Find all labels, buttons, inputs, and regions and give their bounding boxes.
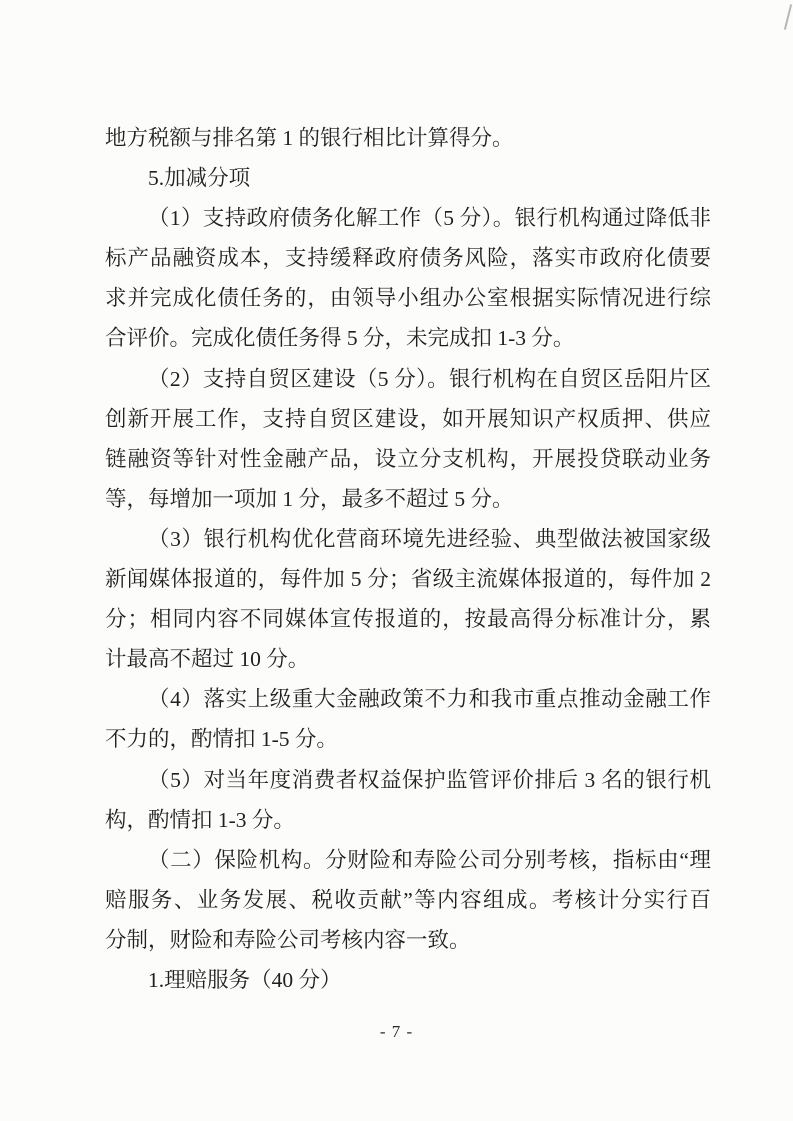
text-line: 计最高不超过 10 分。 — [105, 647, 310, 672]
text-line: 分制，财险和寿险公司考核内容一致。 — [105, 927, 471, 952]
text-line: （4）落实上级重大金融政策不力和我市重点推动金融工作 — [148, 687, 711, 712]
text-line: （3）银行机构优化营商环境先进经验、典型做法被国家级 — [148, 526, 711, 551]
text-line: 地方税额与排名第 1 的银行相比计算得分。 — [105, 126, 514, 150]
text-line: 分；相同内容不同媒体宣传报道的，按最高得分标准计分，累 — [105, 607, 711, 632]
text-line: 等，每增加一项加 1 分，最多不超过 5 分。 — [105, 486, 514, 511]
text-line: （1）支持政府债务化解工作（5 分）。银行机构通过降低非 — [148, 206, 711, 231]
text-line: 赔服务、业务发展、税收贡献”等内容组成。考核计分实行百 — [105, 887, 711, 912]
text-line: 5.加减分项 — [148, 166, 251, 191]
document-body — [105, 118, 711, 1000]
text-line: 创新开展工作，支持自贸区建设，如开展知识产权质押、供应 — [105, 406, 711, 431]
text-line: 合评价。完成化债任务得 5 分，未完成扣 1-3 分。 — [105, 326, 575, 351]
scan-artifact-mark — [784, 4, 792, 30]
text-line: （2）支持自贸区建设（5 分）。银行机构在自贸区岳阳片区 — [148, 366, 711, 391]
text-line: （5）对当年度消费者权益保护监管评价排后 3 名的银行机 — [148, 767, 711, 792]
text-line: 新闻媒体报道的，每件加 5 分；省级主流媒体报道的，每件加 2 — [105, 567, 711, 592]
text-line: 1.理赔服务（40 分） — [148, 967, 342, 992]
text-line: 链融资等针对性金融产品，设立分支机构，开展投贷联动业务 — [105, 446, 711, 471]
text-line: 求并完成化债任务的，由领导小组办公室根据实际情况进行综 — [105, 286, 711, 311]
page-number: - 7 - — [379, 1022, 414, 1041]
text-line: （二）保险机构。分财险和寿险公司分别考核，指标由“理 — [148, 847, 711, 872]
text-line: 构，酌情扣 1-3 分。 — [105, 807, 295, 832]
text-line: 不力的，酌情扣 1-5 分。 — [105, 727, 338, 752]
text-line: 标产品融资成本，支持缓释政府债务风险，落实市政府化债要 — [105, 246, 711, 271]
